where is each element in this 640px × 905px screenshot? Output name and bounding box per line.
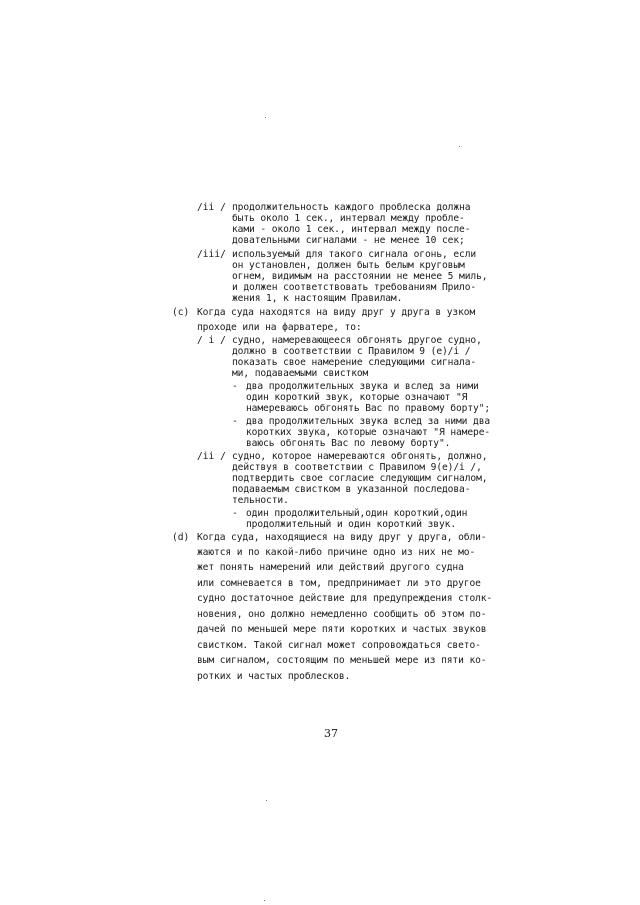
item-label: (d) — [172, 532, 190, 543]
item-label: - — [232, 416, 238, 427]
scan-speck — [265, 117, 266, 118]
item-label: - — [232, 508, 238, 519]
item-label: (c) — [172, 307, 190, 318]
scan-speck — [459, 146, 460, 147]
item-label: - — [232, 381, 238, 392]
item-label: /ii / — [197, 202, 226, 213]
item-label: /iii/ — [197, 249, 226, 260]
scan-speck — [266, 800, 267, 801]
page-number: 37 — [324, 727, 338, 740]
item-label: /ii / — [197, 451, 226, 462]
item-label: / i / — [197, 335, 226, 346]
scan-speck — [264, 900, 265, 901]
